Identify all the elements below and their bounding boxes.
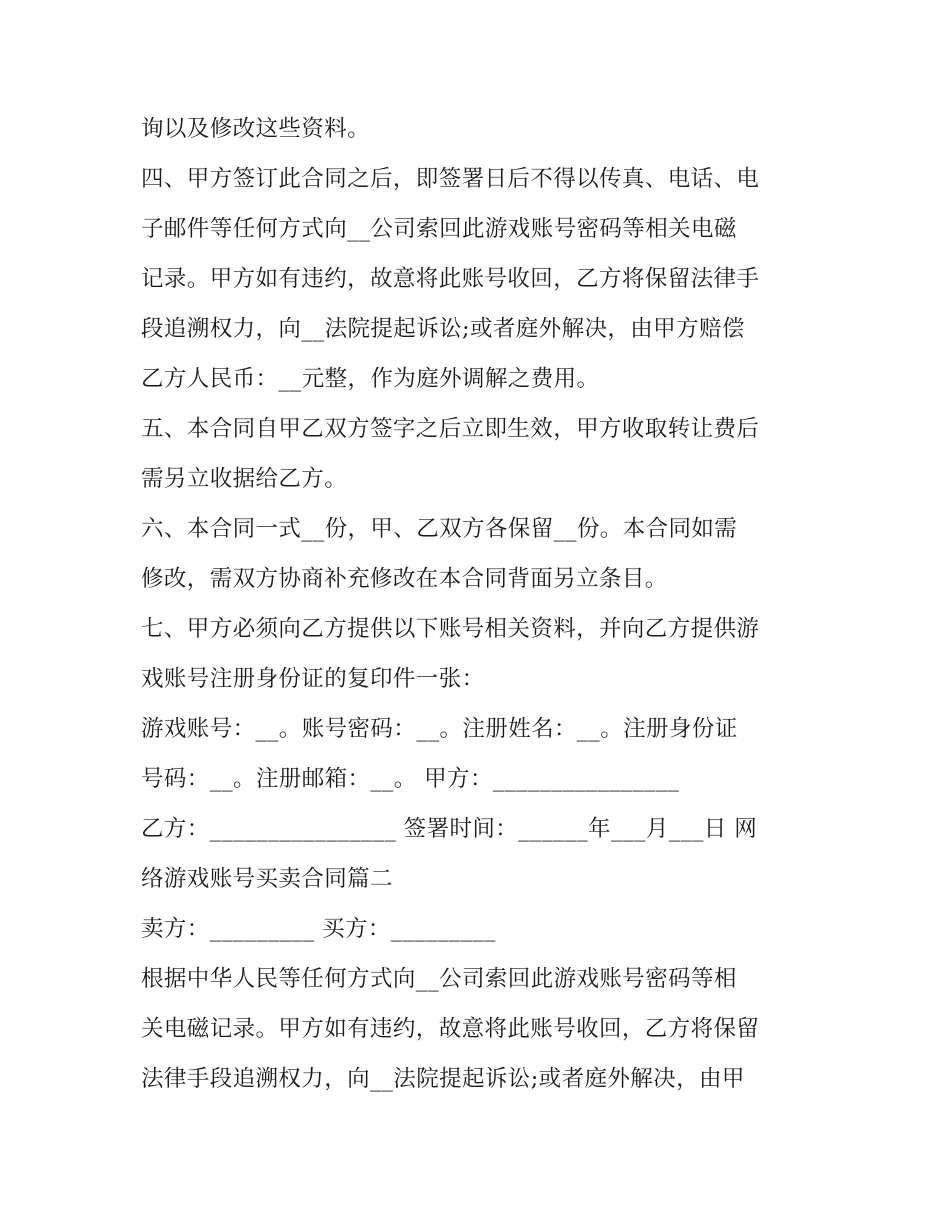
text-line: 段追溯权力，向__法院提起诉讼;或者庭外解决，由甲方赔偿: [141, 316, 745, 342]
text-line: 七、甲方必须向乙方提供以下账号相关资料，并向乙方提供游: [141, 616, 760, 642]
text-line: 六、本合同一式__份，甲、乙双方各保留__份。本合同如需: [141, 516, 738, 542]
text-line: 戏账号注册身份证的复印件一张：: [141, 666, 485, 692]
text-line: 卖方：_________ 买方：_________: [141, 916, 496, 942]
text-line: 根据中华人民等任何方式向__公司索回此游戏账号密码等相: [141, 966, 737, 992]
text-line: 乙方：________________ 签署时间：______年___月___日 网: [141, 816, 758, 842]
text-line: 五、本合同自甲乙双方签字之后立即生效，甲方收取转让费后: [141, 416, 760, 442]
text-line: 需另立收据给乙方。: [141, 466, 348, 492]
text-line: 乙方人民币：__元整，作为庭外调解之费用。: [141, 366, 600, 392]
text-line: 子邮件等任何方式向__公司索回此游戏账号密码等相关电磁: [141, 216, 737, 242]
text-line: 游戏账号：__。账号密码：__。注册姓名：__。注册身份证: [141, 716, 738, 742]
text-line: 四、甲方签订此合同之后，即签署日后不得以传真、电话、电: [141, 166, 760, 192]
text-line: 法律手段追溯权力，向__法院提起诉讼;或者庭外解决，由甲: [141, 1066, 745, 1092]
text-line: 关电磁记录。甲方如有违约，故意将此账号收回，乙方将保留: [141, 1016, 760, 1042]
text-line: 号码：__。注册邮箱：__。 甲方：________________: [141, 766, 680, 792]
text-line: 记录。甲方如有违约，故意将此账号收回，乙方将保留法律手: [141, 266, 760, 292]
text-line: 修改，需双方协商补充修改在本合同背面另立条目。: [141, 566, 668, 592]
text-line: 络游戏账号买卖合同篇二: [141, 866, 393, 892]
text-line: 询以及修改这些资料。: [141, 116, 371, 142]
